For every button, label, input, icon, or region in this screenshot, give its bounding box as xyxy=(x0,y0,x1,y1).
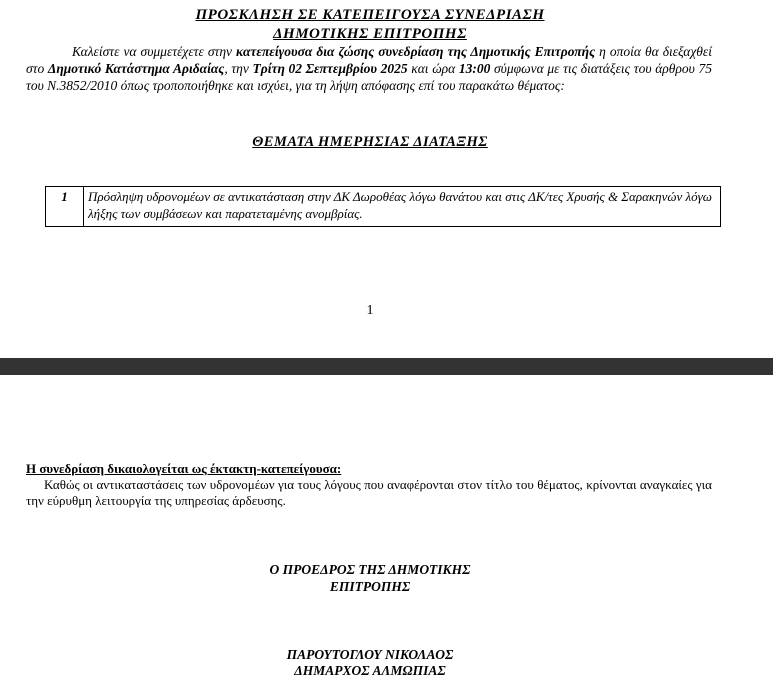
intro-paragraph xyxy=(26,43,712,94)
signature-role-line1: Ο ΠΡΟΕΔΡΟΣ ΤΗΣ ΔΗΜΟΤΙΚΗΣ xyxy=(269,562,471,577)
signature-name: ΠΑΡΟΥΤΟΓΛΟΥ ΝΙΚΟΛΑΟΣ xyxy=(286,647,454,662)
intro-text-5: σύμφωνα με τις διατάξεις του άρθρου 75 του Ν.3852/2010 όπως τροποποιήθηκε και ισχύει, για τη λήψη απόφασης επί του παρακάτω θέματος: xyxy=(26,61,712,93)
intro-date: Τρίτη 02 Σεπτεμβρίου 2025 xyxy=(252,61,408,76)
page-number: 1 xyxy=(366,303,374,318)
document-title-line1: ΠΡΟΣΚΛΗΣΗ ΣΕ ΚΑΤΕΠΕΙΓΟΥΣΑ ΣΥΝΕΔΡΙΑΣΗ xyxy=(195,7,545,23)
intro-location: Δημοτικό Κατάστημα Αριδαίας xyxy=(47,61,225,76)
intro-text-3: , την xyxy=(224,61,253,76)
intro-text-2: η οποία θα διεξαχθεί στο xyxy=(26,44,712,76)
justification-paragraph xyxy=(26,477,712,509)
intro-time: 13:00 xyxy=(458,61,491,76)
intro-meeting-type: κατεπείγουσα δια ζώσης συνεδρίαση της Δημοτικής Επιτροπής xyxy=(236,44,596,59)
signature-title: ΔΗΜΑΡΧΟΣ ΑΛΜΩΠΙΑΣ xyxy=(294,663,446,678)
document-title-line2: ΔΗΜΟΤΙΚΗΣ ΕΠΙΤΡΟΠΗΣ xyxy=(273,26,467,42)
agenda-table xyxy=(45,186,721,227)
agenda-item-text: Πρόσληψη υδρονομέων σε αντικατάσταση στην ΔΚ Δωροθέας λόγω θανάτου και στις ΔΚ/τες Χρυσής & Σαρακηνών λόγω λήξης των συμβάσεων και παρατεταμένης ανομβρίας. xyxy=(84,187,721,227)
intro-text-1: Καλείστε να συμμετέχετε στην xyxy=(72,44,237,59)
agenda-item-number: 1 xyxy=(46,187,84,227)
justification-text: Καθώς οι αντικαταστάσεις των υδρονομέων για τους λόγους που αναφέρονται στον τίτλο του θέματος, κρίνονται αναγκαίες για την εύρυθμη λειτουργία της υπηρεσίας άρδευσης. xyxy=(26,477,712,508)
agenda-row xyxy=(46,187,721,227)
agenda-title: ΘΕΜΑΤΑ ΗΜΕΡΗΣΙΑΣ ΔΙΑΤΑΞΗΣ xyxy=(252,134,488,150)
signature-role-line2: ΕΠΙΤΡΟΠΗΣ xyxy=(329,579,411,594)
page-divider xyxy=(0,358,773,375)
intro-text-4: και ώρα xyxy=(407,61,459,76)
justification-title: Η συνεδρίαση δικαιολογείται ως έκτακτη-κατεπείγουσα: xyxy=(26,461,342,476)
